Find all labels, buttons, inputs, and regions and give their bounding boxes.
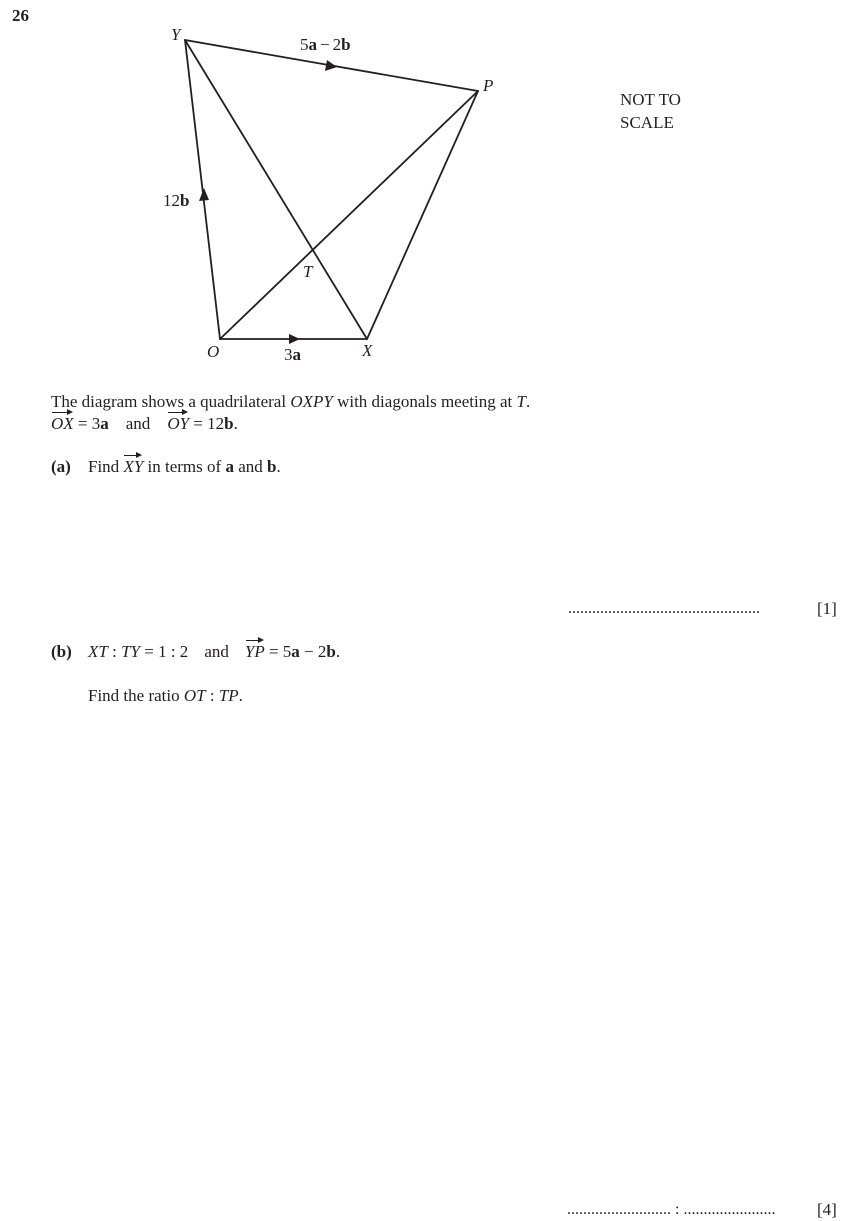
- diagonal-op: [220, 91, 478, 339]
- diagonal-yx: [185, 40, 367, 339]
- part-a-label: (a): [51, 457, 71, 476]
- vector-yp: YP: [244, 642, 265, 661]
- vector-ox: OX: [51, 414, 74, 433]
- part-a-marks: [1]: [817, 599, 837, 618]
- intro-line-1: The diagram shows a quadrilateral OXPY with diagonals meeting at T.: [51, 392, 531, 411]
- part-b-answer-colon: :: [675, 1201, 680, 1218]
- not-to-scale-line1: NOT TO: [620, 90, 681, 109]
- edge-px: [367, 91, 478, 339]
- label-point-x: X: [362, 341, 373, 360]
- intro-line-2: OX = 3a and OY = 12b.: [51, 414, 238, 433]
- vector-oy: OY: [167, 414, 190, 433]
- part-b-question: Find the ratio OT : TP.: [88, 686, 243, 705]
- part-b-marks: [4]: [817, 1200, 837, 1219]
- part-b-given: XT : TY = 1 : 2 and YP = 5a − 2b.: [88, 642, 341, 661]
- part-b-answer-right[interactable]: .......................: [683, 1201, 776, 1218]
- quadrilateral-diagram: [0, 0, 853, 380]
- label-point-p: P: [483, 76, 494, 95]
- question-number: 26: [12, 6, 29, 25]
- arrow-oy: [199, 188, 209, 201]
- part-a-answer-line[interactable]: ................................................: [568, 600, 760, 617]
- part-b-answer-line[interactable]: [567, 1199, 775, 1221]
- arrow-ox: [289, 334, 300, 344]
- part-b-label: (b): [51, 642, 72, 661]
- label-ox: 3a: [284, 345, 301, 364]
- edge-oy: [185, 40, 220, 339]
- label-point-t: T: [303, 262, 313, 281]
- label-point-o: O: [207, 342, 220, 361]
- label-oy: 12b: [163, 191, 190, 210]
- vector-xy: XY: [123, 457, 144, 476]
- label-yp: 5a − 2b: [300, 35, 351, 54]
- label-point-y: Y: [171, 25, 181, 44]
- part-b-answer-left[interactable]: ..........................: [567, 1201, 671, 1218]
- part-a-question: Find XY in terms of a and b.: [88, 457, 281, 476]
- not-to-scale-line2: SCALE: [620, 113, 674, 132]
